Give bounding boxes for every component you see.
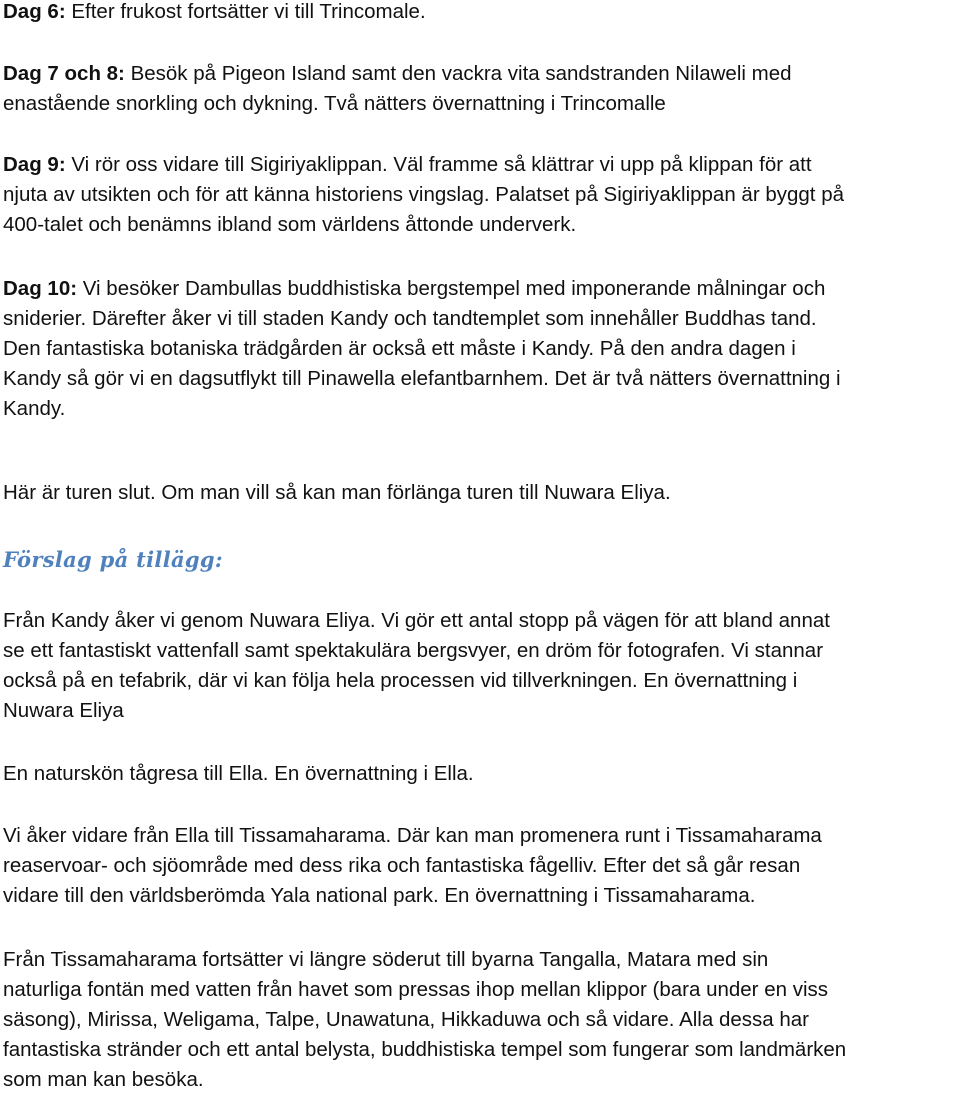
day-label: Dag 10: — [3, 277, 78, 300]
text-line: Dag 10: Vi besöker Dambullas buddhistiska bergstempel med imponerande målningar och — [3, 277, 826, 300]
text-line: naturliga fontän med vatten från havet som pressas ihop mellan klippor (bara under en viss — [3, 978, 829, 1001]
text-line: Dag 7 och 8: Besök på Pigeon Island samt den vackra vita sandstranden Nilaweli med — [3, 62, 792, 85]
text-line: Här är turen slut. Om man vill så kan man förlänga turen till Nuwara Eliya. — [3, 481, 671, 504]
day-label: Dag 7 och 8: — [3, 62, 125, 85]
text-line: Vi åker vidare från Ella till Tissamaharama. Där kan man promenera runt i Tissamaharama — [3, 824, 822, 847]
text-line: Dag 9: Vi rör oss vidare till Sigiriyaklippan. Väl framme så klättrar vi upp på klippan för att — [3, 153, 812, 176]
section-heading: Förslag på tillägg: — [3, 547, 223, 572]
text-line: enastående snorkling och dykning. Två nätters övernattning i Trincomalle — [3, 92, 666, 115]
day-label: Dag 9: — [3, 153, 66, 176]
day-10-paragraph — [3, 274, 841, 424]
text-line: En naturskön tågresa till Ella. En övernattning i Ella. — [3, 762, 474, 785]
text-line: Kandy. — [3, 397, 66, 420]
text-line: Från Tissamaharama fortsätter vi längre söderut till byarna Tangalla, Matara med sin — [3, 948, 769, 971]
text-line: Den fantastiska botaniska trädgården är också ett måste i Kandy. På den andra dagen i — [3, 337, 796, 360]
extra-paragraph-2 — [3, 759, 474, 789]
text-line: Nuwara Eliya — [3, 699, 124, 722]
text-line: också på en tefabrik, där vi kan följa hela processen vid tillverkningen. En övernattning i — [3, 669, 798, 692]
text-line: fantastiska stränder och ett antal belysta, buddhistiska tempel som fungerar som landmärken — [3, 1038, 847, 1061]
day-7-8-paragraph — [3, 59, 792, 119]
text-line: Från Kandy åker vi genom Nuwara Eliya. Vi gör ett antal stopp på vägen för att bland annat — [3, 609, 830, 632]
text-line: se ett fantastiskt vattenfall samt spektakulära bergsvyer, en dröm för fotografen. Vi stannar — [3, 639, 824, 662]
end-paragraph — [3, 478, 671, 508]
text-line: Kandy så gör vi en dagsutflykt till Pinawella elefantbarnhem. Det är två nätters övernattning i — [3, 367, 841, 390]
extra-paragraph-4 — [3, 945, 846, 1095]
extra-paragraph-1 — [3, 606, 830, 726]
text-line: Dag 6: Efter frukost fortsätter vi till Trincomale. — [3, 0, 426, 23]
extra-paragraph-3 — [3, 821, 822, 911]
day-6-paragraph — [3, 0, 426, 27]
text-line: säsong), Mirissa, Weligama, Talpe, Unawatuna, Hikkaduwa och så vidare. Alla dessa har — [3, 1008, 809, 1031]
text-line: reaservoar- och sjöområde med dess rika och fantastiska fågelliv. Efter det så går resan — [3, 854, 801, 877]
text-line: njuta av utsikten och för att känna historiens vingslag. Palatset på Sigiriyaklippan är byggt på — [3, 183, 844, 206]
day-label: Dag 6: — [3, 0, 66, 23]
text-line: som man kan besöka. — [3, 1068, 204, 1091]
text-line: 400-talet och benämns ibland som världens åttonde underverk. — [3, 213, 577, 236]
text-line: sniderier. Därefter åker vi till staden Kandy och tandtemplet som innehåller Buddhas tand. — [3, 307, 817, 330]
day-9-paragraph — [3, 150, 844, 240]
text-line: vidare till den världsberömda Yala national park. En övernattning i Tissamaharama. — [3, 884, 756, 907]
